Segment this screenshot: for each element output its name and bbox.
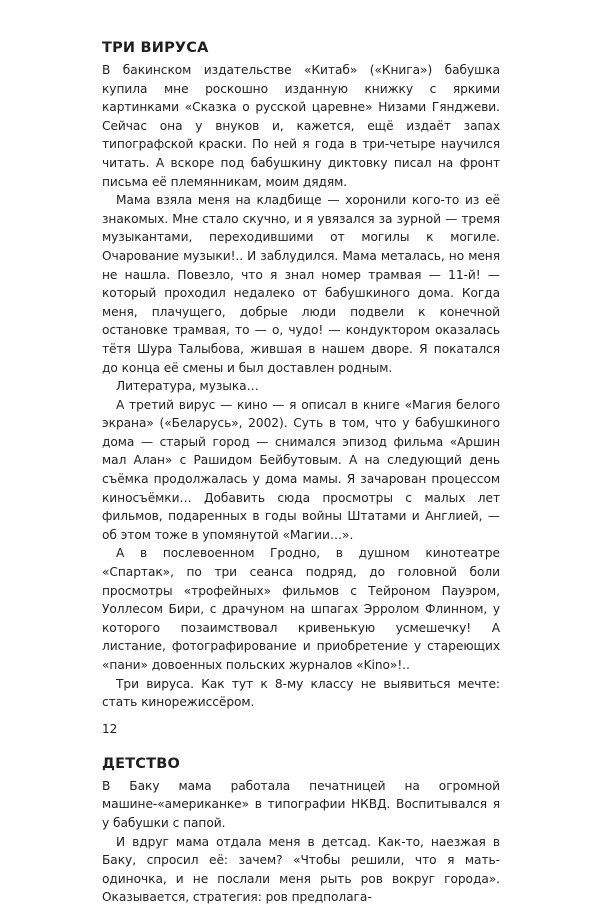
paragraph: Три вируса. Как тут к 8-му классу не выявиться мечте: стать кинорежиссёром.: [102, 676, 500, 710]
paragraph: Мама взяла меня на кладбище — хоронили кого-то из её знакомых. Мне стало скучно, и я увязался за зурной — тремя музыкантами, переходившими от могилы к могиле. Очарование музыки!.. И заблудился. Мама металась, но меня не нашла. Повезло, что я знал номер трамвая — 11-й! — который проходил недалеко от бабушкиного дома. Когда меня, плачущего, добрые люди подвели к конечной остановке трамвая, то — о, чудо! — кондуктором оказалась тётя Шура Талыбова, жившая в нашем дворе. Я покатался до конца её смены и был доставлен родным.: [102, 193, 500, 375]
page-number: 12: [102, 722, 118, 736]
section-title-childhood: ДЕТСТВО: [102, 755, 181, 772]
paragraph: А третий вирус — кино — я описал в книге «Магия белого экрана» («Беларусь», 2002). Суть в том, что у бабушкиного дома — старый город — снимался эпизод фильма «Аршин мал Алан» с Рашидом Бейбутовым. А на следующий день съёмка продолжалась у дома мамы. Я зачарован процессом киносъёмки… Добавить сюда просмотры с малых лет фильмов, подаренных в годы войны Штатами и Англией, — об этом тоже в упомянутой «Магии…».: [102, 397, 500, 542]
section-title-three-viruses: ТРИ ВИРУСА: [102, 40, 209, 56]
paragraph: В бакинском издательстве «Китаб» («Книга») бабушка купила мне роскошно изданную книжку с яркими картинками «Сказка о русской царевне» Низами Гянджеви. Сейчас она у внуков и, кажется, ещё издаёт запах типографской краски. По ней я года в три-четыре научился читать. А вскоре под бабушкину диктовку писал на фронт письма её племянникам, моим дядям.: [102, 63, 500, 189]
paragraph: В Баку мама работала печатницей на огромной машине-«американке» в типографии НКВД. Воспитывался я у бабушки с папой.: [102, 778, 500, 830]
page-body: [102, 38, 500, 907]
paragraph: И вдруг мама отдала меня в детсад. Как-то, наезжая в Баку, спросил её: зачем? «Чтобы решили, что я мать-одиночка, и не послали меня рыть ров вокруг города». Оказывается, стратегия: ров предполага-: [102, 834, 500, 905]
paragraph: Литература, музыка…: [116, 379, 259, 394]
paragraph: А в послевоенном Гродно, в душном кинотеатре «Спартак», по три сеанса подряд, до головной боли просмотры «трофейных» фильмов с Тейроном Пауэром, Уоллесом Бири, с драчуном на шпагах Эрролом Флинном, у которого позаимствовал кривенькую усмешечку! А листание, фотографирование и приобретение у стареющих «пани» довоенных польских журналов «Kino»!..: [102, 546, 500, 672]
